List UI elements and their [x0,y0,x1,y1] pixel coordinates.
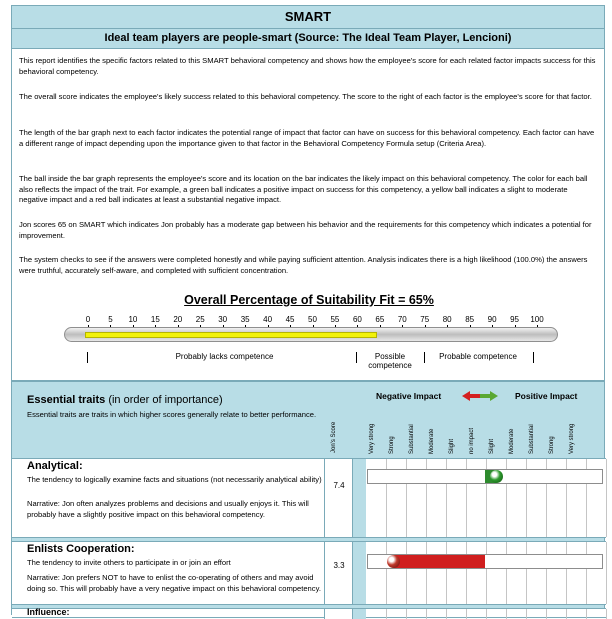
grid-line [406,609,407,619]
impact-grid [366,542,606,604]
suitability-title: Overall Percentage of Suitability Fit = 65% [184,293,434,307]
impact-column-label: Strong [549,436,555,454]
zone-possible-competence: Possible competence [368,352,412,370]
trait-title: Influence: [27,607,70,617]
scale-tick-label: 5 [108,315,113,324]
traits-heading-note: (in order of importance) [108,394,223,406]
grid-line [546,542,547,604]
zone-divider [356,352,357,363]
trait-row-influence [12,608,606,618]
grid-line [406,542,407,604]
grid-line [506,542,507,604]
report-body [11,49,605,381]
grid-line [606,609,607,619]
scale-tick-label: 40 [263,315,273,324]
trait-row-enlists-cooperation [12,541,606,605]
summary-paragraph: Jon scores 65 on SMART which indicates Jon probably has a moderate gap between his behavior and the requirements for this competency which indicates a potential for improvement. [19,220,592,240]
grid-line [426,542,427,604]
grid-line [466,609,467,619]
grid-line [526,609,527,619]
trait-score: 3.3 [333,561,345,570]
trait-title: Analytical: [27,460,83,472]
score-cell [324,459,353,537]
traits-heading [27,394,223,406]
report-title: SMART [11,5,605,29]
impact-column-label: Slight [449,438,455,454]
scale-tick-label: 0 [85,315,91,324]
report-subtitle: Ideal team players are people-smart (Source: The Ideal Team Player, Lencioni) [11,29,605,49]
scale-tick-label: 20 [173,315,183,324]
grid-line [446,542,447,604]
impact-column-label: Very strong [369,423,375,454]
grid-line [386,609,387,619]
impact-bar-track [367,469,603,484]
grid-line [526,542,527,604]
essential-traits-section [11,381,605,615]
scale-tick-label: 30 [218,315,228,324]
scale-tick-label: 80 [442,315,452,324]
validity-paragraph: The system checks to see if the answers were completed honestly and while paying sufficient attention. Analysis indicates there is a high likelihood (100.0%) the answers were truthful, accurately self-aware, and completed with sufficient concentration. [19,255,588,275]
impact-column-label: Substantial [529,424,535,454]
gap-cell [353,459,366,537]
grid-line [586,542,587,604]
scale-tick-label: 35 [240,315,250,324]
impact-bar [394,555,485,568]
scale-tick-label: 15 [150,315,160,324]
scale-tick-label: 25 [195,315,205,324]
scale-tick-label: 90 [487,315,497,324]
trait-definition: The tendency to invite others to participate in or join an effort [27,558,231,567]
trait-score: 7.4 [333,481,345,490]
impact-column-label: Moderate [429,428,435,454]
overall-score-paragraph: The overall score indicates the employee's likely success related to this behavioral competency. The score to the right of each factor is the employee's score for that factor. [19,92,592,101]
negative-impact-label: Negative Impact [376,391,442,401]
scale-tick-label: 55 [330,315,340,324]
impact-column-label: Strong [389,436,395,454]
grid-line [486,542,487,604]
gap-cell [353,542,366,604]
impact-column-label: Very strong [569,423,575,454]
grid-line [586,609,587,619]
impact-grid [366,609,606,619]
scale-tick-label: 45 [285,315,295,324]
grid-line [386,542,387,604]
impact-column-label: no impact [469,427,475,454]
impact-bar-track [367,554,603,569]
scale-tick-label: 70 [397,315,407,324]
score-cell [324,609,353,619]
suitability-bar-fill [85,332,377,338]
grid-line [546,609,547,619]
trait-title: Enlists Cooperation: [27,543,135,555]
grid-line [486,609,487,619]
impact-column-label: Moderate [509,428,515,454]
scale-tick-label: 10 [128,315,138,324]
scale-tick-label: 50 [308,315,317,324]
zone-divider [87,352,88,363]
zone-probable-competence: Probable competence [439,352,517,361]
trait-row-analytical [12,458,606,538]
scale-tick-label: 60 [352,315,362,324]
trait-narrative: Narrative: Jon often analyzes problems and decisions and usually enjoys it. This will probably have a slightly positive impact on this behavioral competency. [27,499,309,519]
scale-tick-label: 65 [375,315,385,324]
bar-length-paragraph: The length of the bar graph next to each factor indicates the potential range of impact that factor can have on success for this behavioral competency. Each factor can have a different range of impact depending upon the importance given to that factor in the Behavioral Competency Formula setup (Criteria Area). [19,128,595,148]
grid-line [566,609,567,619]
zone-divider [533,352,534,363]
intro-paragraph: This report identifies the specific factors related to this SMART behavioral competency and shows how the employee's score for each related factor impacts success for this behavioral competency. [19,56,596,76]
score-cell [324,542,353,604]
grid-line [606,542,607,604]
traits-description: Essential traits are traits in which higher scores generally relate to better performance. [27,410,317,419]
gap-cell [353,609,366,619]
zone-divider [424,352,425,363]
scale-tick-label: 100 [530,315,544,324]
grid-line [506,609,507,619]
scale-tick-label: 75 [420,315,430,324]
column-jons-score: Jon's Score [331,421,337,453]
grid-line [566,542,567,604]
grid-line [466,542,467,604]
grid-line [426,609,427,619]
trait-definition: The tendency to logically examine facts and situations (not necessarily analytical ability) [27,475,322,484]
positive-impact-label: Positive Impact [515,391,578,401]
scale-tick-label: 95 [510,315,519,324]
impact-arrows-icon [462,390,498,402]
trait-narrative: Narrative: Jon prefers NOT to have to enlist the co-operating of others and may avoid doing so. This will probably have a very negative impact on this behavioral competency. [27,573,321,593]
grid-line [446,609,447,619]
scale-tick-label: 85 [465,315,475,324]
traits-heading-label: Essential traits [27,394,106,406]
impact-column-label: Slight [489,438,495,454]
zone-lacks-competence: Probably lacks competence [175,352,274,361]
impact-column-label: Substantial [409,424,415,454]
ball-paragraph: The ball inside the bar graph represents the employee's score and its location on the bar indicates the likely impact on this behavioral competency. The color for each ball also reflects the impact of the trait. For example, a green ball indicates a positive impact on success for this competency, a yellow ball indicates a slight to moderate negative impact and a red ball indicates at least a substantial negative impact. [19,174,588,204]
score-ball-icon [490,470,503,483]
grid-line [606,459,607,537]
